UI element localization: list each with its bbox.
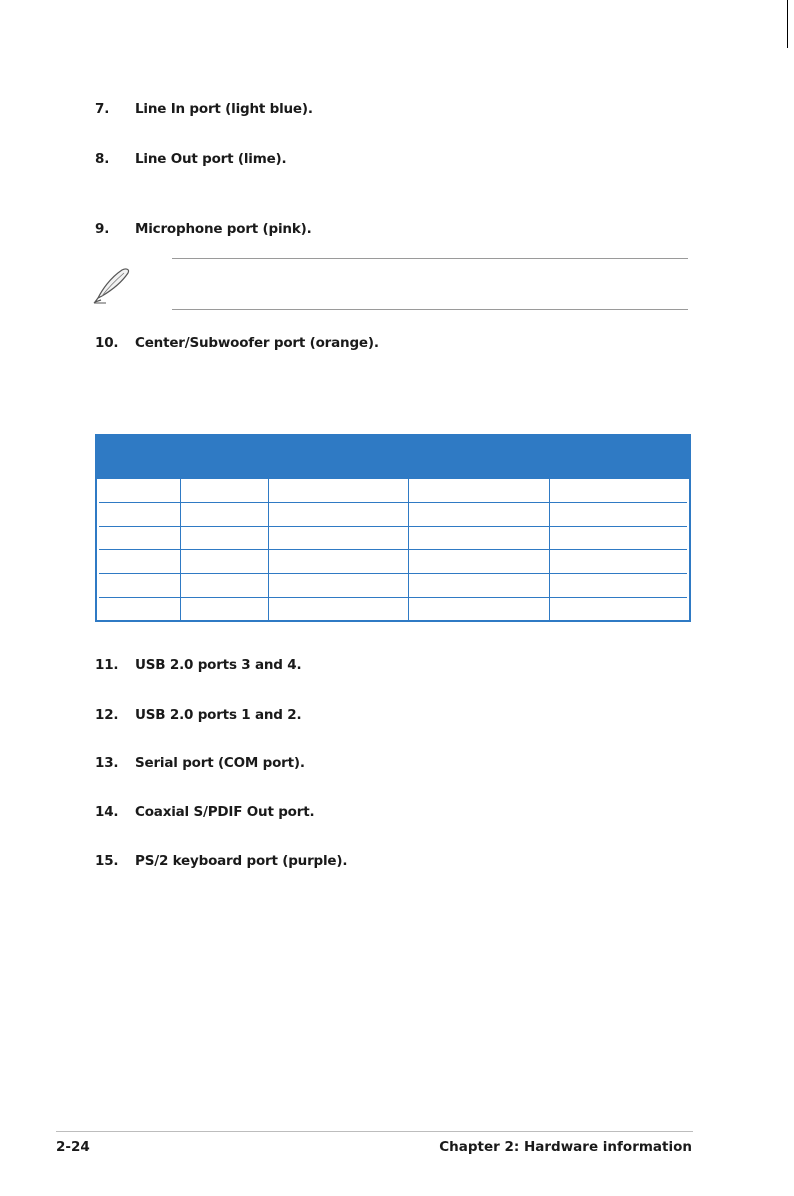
table-row-divider (99, 573, 687, 574)
list-item-14 (95, 804, 314, 820)
list-item-13 (95, 755, 305, 771)
item-number: 7. (95, 101, 110, 117)
table-header (97, 436, 689, 479)
list-item-15 (95, 853, 347, 869)
table-col-divider (549, 479, 550, 620)
table-row-divider (99, 526, 687, 527)
table-row-divider (99, 502, 687, 503)
item-number: 13. (95, 755, 119, 771)
item-text: Line In port (light blue). (135, 101, 313, 117)
table-row-divider (99, 549, 687, 550)
list-item-9 (95, 221, 312, 237)
note-top-rule (172, 258, 688, 259)
table-col-divider (180, 479, 181, 620)
list-item-10 (95, 335, 379, 351)
item-number: 9. (95, 221, 110, 237)
table-col-divider (268, 479, 269, 620)
chapter-title: Chapter 2: Hardware information (439, 1139, 692, 1155)
item-text: Serial port (COM port). (135, 755, 305, 771)
item-number: 14. (95, 804, 119, 820)
audio-config-table (95, 434, 691, 622)
item-text: USB 2.0 ports 1 and 2. (135, 707, 302, 723)
table-col-divider (408, 479, 409, 620)
list-item-7 (95, 101, 313, 117)
item-text: Line Out port (lime). (135, 151, 287, 167)
item-text: PS/2 keyboard port (purple). (135, 853, 348, 869)
footer-rule (56, 1131, 693, 1132)
page-number: 2-24 (56, 1139, 90, 1155)
item-text: Coaxial S/PDIF Out port. (135, 804, 315, 820)
item-number: 12. (95, 707, 119, 723)
pencil-note-icon (92, 262, 136, 306)
item-text: USB 2.0 ports 3 and 4. (135, 657, 302, 673)
item-text: Microphone port (pink). (135, 221, 312, 237)
crop-mark (787, 0, 788, 48)
item-number: 8. (95, 151, 110, 167)
list-item-12 (95, 707, 301, 723)
item-number: 11. (95, 657, 119, 673)
item-number: 15. (95, 853, 119, 869)
list-item-8 (95, 151, 286, 167)
table-row-divider (99, 597, 687, 598)
item-text: Center/Subwoofer port (orange). (135, 335, 379, 351)
note-bottom-rule (172, 309, 688, 310)
list-item-11 (95, 657, 301, 673)
item-number: 10. (95, 335, 119, 351)
